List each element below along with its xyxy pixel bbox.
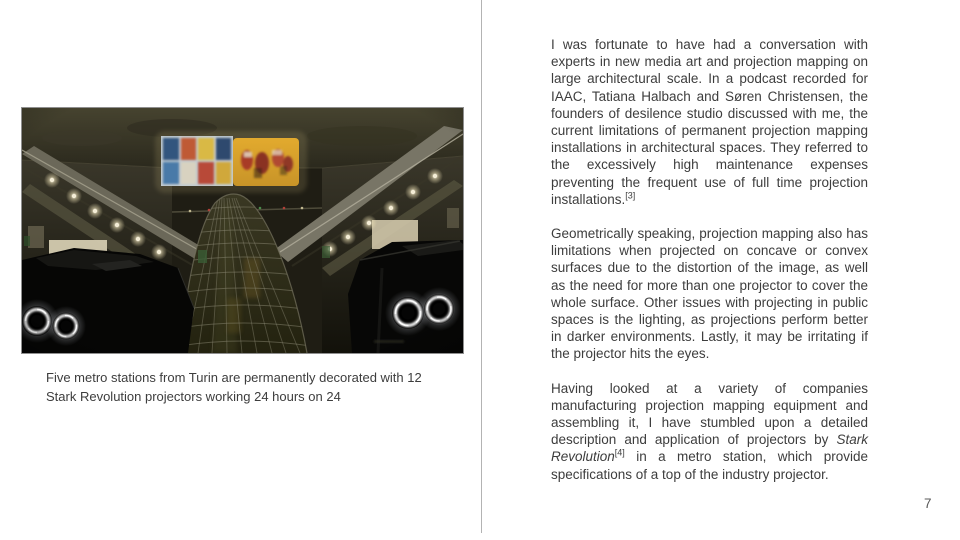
figure-caption xyxy=(46,369,466,406)
footnote-marker-3: [3] xyxy=(625,190,636,201)
paragraph-companies xyxy=(551,380,868,483)
paragraph-text: in a metro station, which provide specifications of a top of the industry projector. xyxy=(551,449,868,482)
body-text-column xyxy=(551,36,868,500)
footnote-marker-4: [4] xyxy=(614,447,625,458)
metro-station-photo-illustration xyxy=(22,108,463,353)
paragraph-text: Having looked at a variety of companies manufacturing projection mapping equipment and assembling it, I have stumbled upon a detailed description and application of projectors by xyxy=(551,380,868,448)
figure-photo xyxy=(21,107,464,354)
figure-caption-line: Five metro stations from Turin are permanently decorated with 12 xyxy=(46,370,422,385)
paragraph-limitations: Geometrically speaking, projection mapping also has limitations when projected on concave or convex surfaces due to the distortion of the image, as well as the need for more than one projector to cover the whole surface. Other issues with projecting in public spaces is the lighting, as projections perform better in darker environments. Lastly, it may be irritating if the projector hits the eyes. xyxy=(551,226,868,362)
brand-name-italic: Stark Revolution xyxy=(551,432,868,465)
paragraph-text: I was fortunate to have had a conversation with experts in new media art and projection mapping on large architectural scale. In a podcast recorded for IAAC, Tatiana Halbach and Søren Christensen, the founders of desilence studio discussed with me, the current limitations of permanent projection mapping installations in architectural spaces. They referred to the excessively high maintenance expenses preventing the frequent use of full time projection installations. xyxy=(551,37,868,207)
page-divider xyxy=(481,0,482,533)
paragraph-conversation xyxy=(551,36,868,208)
figure-caption-line: Stark Revolution projectors working 24 hours on 24 xyxy=(46,388,341,404)
page-number: 7 xyxy=(924,496,932,511)
